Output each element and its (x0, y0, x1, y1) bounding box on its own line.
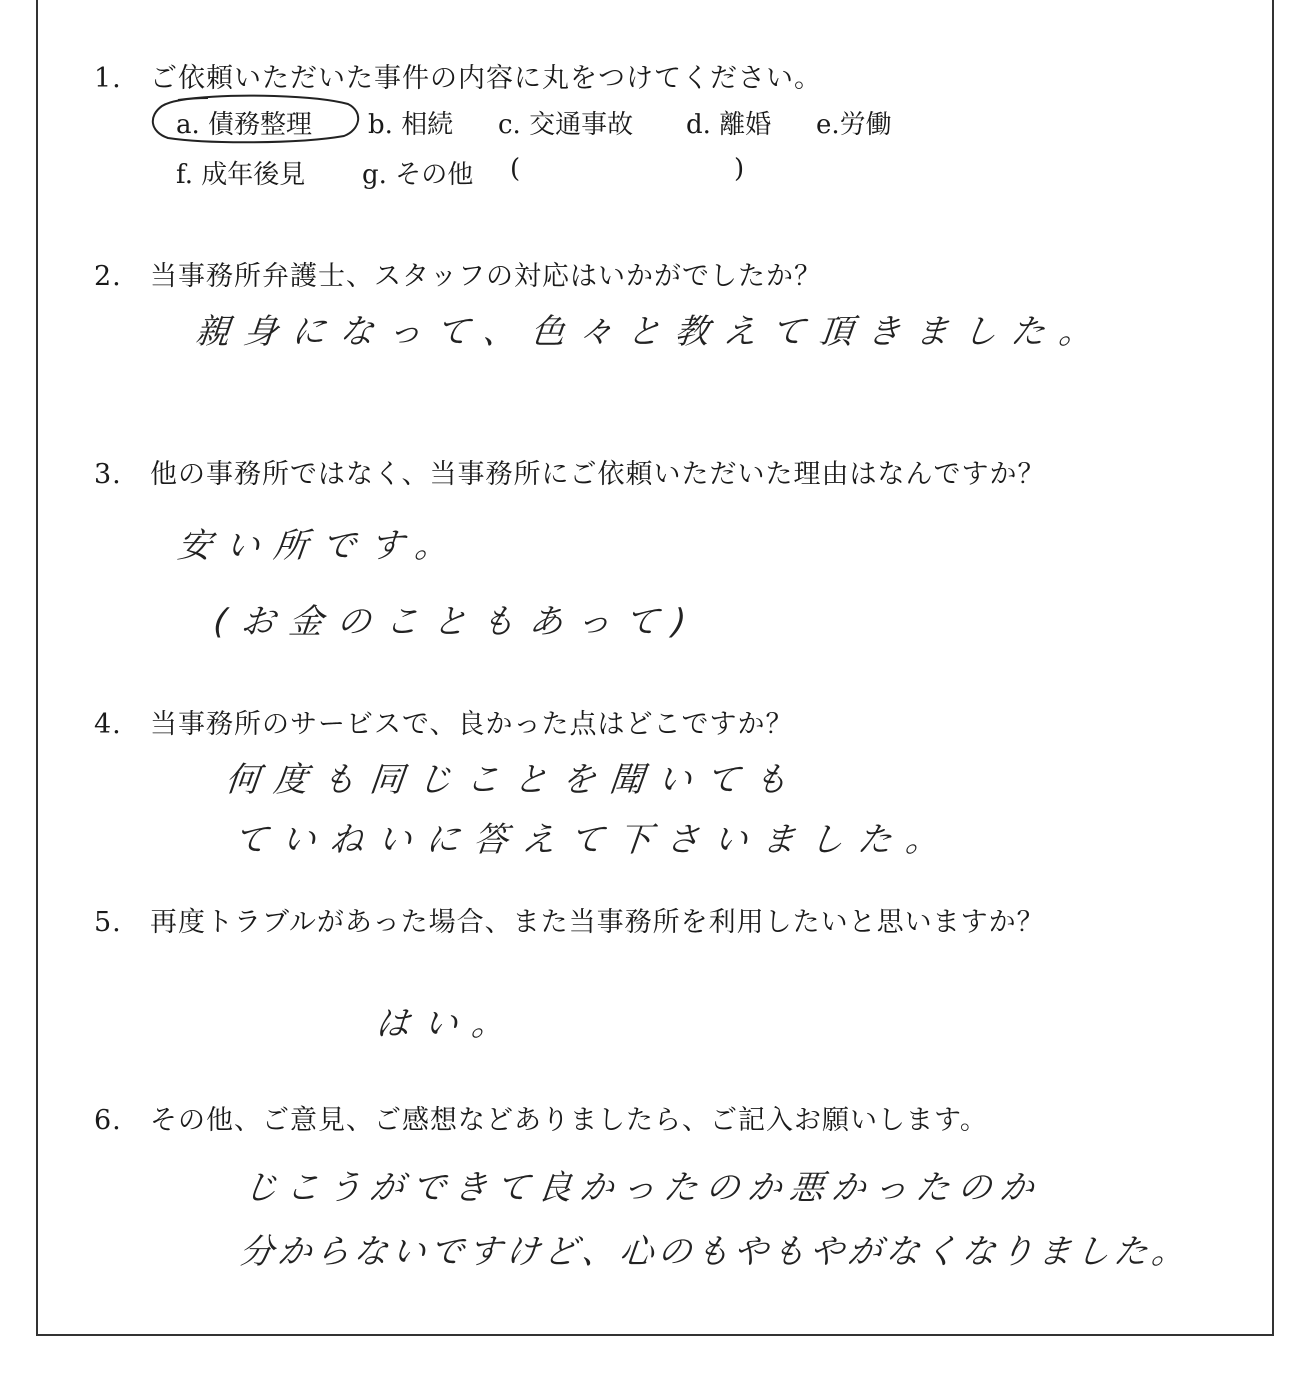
question-5-number: 5. (94, 907, 122, 938)
option-g-key: g. (362, 160, 387, 190)
question-2 (94, 254, 822, 293)
answer-2-line-1: 親身になって、色々と教えて頂きました。 (193, 312, 1110, 352)
option-g-label: その他 (395, 160, 474, 190)
question-6 (94, 1098, 988, 1137)
answer-4-line-2: ていねいに答えて下さいました。 (231, 820, 956, 860)
question-1-text: ご依頼いただいた事件の内容に丸をつけてください。 (150, 63, 822, 94)
question-5 (94, 900, 1045, 939)
option-a-label: 債務整理 (208, 110, 313, 140)
option-f-key: f. (176, 160, 193, 190)
answer-3-line-2: (お金のこともあって) (211, 602, 702, 642)
option-b-label: 相続 (401, 110, 454, 140)
other-open-paren: ( (510, 154, 521, 184)
question-4-text: 当事務所のサービスで、良かった点はどこですか？ (150, 709, 794, 740)
option-c-key: c. (498, 110, 521, 140)
option-a-key: a. (176, 110, 200, 140)
option-d-key: d. (686, 110, 711, 140)
answer-6-line-2: 分からないですけど、心のもやもやがなくなりました。 (237, 1232, 1192, 1272)
question-4-number: 4. (94, 709, 122, 740)
question-3 (94, 452, 1045, 491)
option-f[interactable] (176, 154, 305, 191)
question-2-number: 2. (94, 261, 122, 292)
question-5-text: 再度トラブルがあった場合、また当事務所を利用したいと思いますか？ (150, 907, 1045, 938)
option-e-key: e. (816, 110, 840, 140)
option-e-label: 労働 (839, 110, 892, 140)
option-g[interactable] (362, 154, 473, 191)
option-c[interactable] (498, 104, 633, 141)
answer-5-line-1: はい。 (373, 1004, 522, 1044)
question-3-number: 3. (94, 459, 122, 490)
option-e[interactable] (816, 104, 892, 141)
question-3-text: 他の事務所ではなく、当事務所にご依頼いただいた理由はなんですか？ (150, 459, 1046, 490)
option-c-label: 交通事故 (529, 110, 634, 140)
option-d[interactable] (686, 104, 771, 141)
question-1 (94, 56, 822, 95)
answer-3-line-1: 安い所です。 (175, 526, 466, 566)
option-a[interactable] (176, 104, 312, 141)
question-6-number: 6. (94, 1105, 122, 1136)
question-6-text: その他、ご意見、ご感想などありましたら、ご記入お願いします。 (150, 1105, 988, 1136)
answer-6-line-1: じこうができて良かったのか悪かったのか (241, 1168, 1044, 1208)
option-b[interactable] (368, 104, 453, 141)
answer-4-line-1: 何度も同じことを聞いても (223, 760, 804, 800)
question-2-text: 当事務所弁護士、スタッフの対応はいかがでしたか？ (150, 261, 822, 292)
question-4 (94, 702, 793, 741)
other-close-paren: ) (734, 154, 745, 184)
option-b-key: b. (368, 110, 393, 140)
option-f-label: 成年後見 (201, 160, 306, 190)
question-1-number: 1. (94, 63, 122, 94)
option-d-label: 離婚 (719, 110, 772, 140)
